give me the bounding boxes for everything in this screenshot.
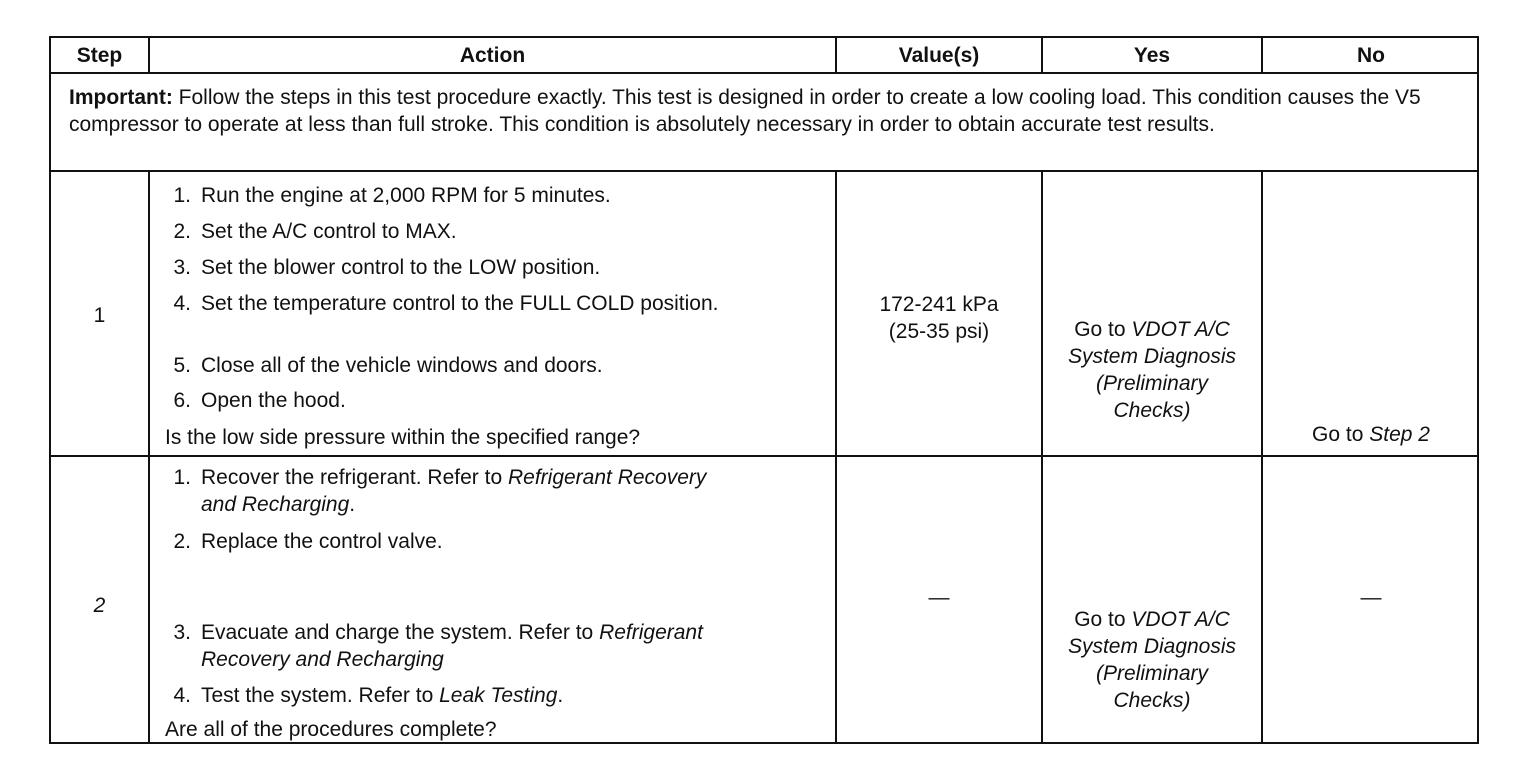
yes-cell	[1057, 316, 1247, 424]
yes-cell	[1057, 606, 1247, 714]
important-text: Follow the steps in this test procedure exactly. This test is designed in order to create a low cooling load. This condition causes the V5 compressor to operate at less than full stroke. This condition is absolutely necessary in order to obtain accurate test results.	[69, 86, 1421, 136]
header-action: Action	[459, 44, 526, 67]
note-divider	[51, 170, 1477, 172]
important-label: Important:	[69, 86, 173, 109]
ref-link[interactable]: Leak Testing	[439, 684, 558, 707]
col-divider	[1261, 170, 1263, 742]
yes-prefix: Go to	[1074, 318, 1126, 341]
step-number: 1	[93, 304, 106, 327]
value-kpa: 172-241 kPa	[879, 293, 999, 316]
yes-ref-link[interactable]: VDOT A/C System Diagnosis (Preliminary Checks)	[1067, 608, 1237, 712]
header-no: No	[1357, 44, 1385, 67]
step-question: Are all of the procedures complete?	[165, 718, 497, 741]
yes-ref-link[interactable]: VDOT A/C System Diagnosis (Preliminary Checks)	[1067, 318, 1237, 422]
diagnostic-table: Step Action Value(s) Yes No Important: Follow the steps in this test procedure exactly. This test is designed in order to create a low cooling load. This condition causes the V5 compressor to operate at less than full stroke. This condition is absolutely necessary in order to obtain accurate test results. 1 1. Run the engine at 2,000 RPM for 5 minutes. 2. Set the A/C control to MAX. 3. Set the blower control to the LOW position. 4. Set the temperature control to the FULL COLD position. 5. Close all of the vehicle windows and doors. 6. Open the hood. Is the low side pressure within the specified range? 172-241 kPa (25-35 psi) Go to VDOT A/C System Diagnosis (Preliminary Checks) Go to Step 2 2 1. Recover the refrigerant. Refer to Refrigerant Recovery and Recharging. 2. Replace the control valve. 3. Evacuate and charge the system. Refer to Refrigerant Recovery and Recharging 4. Test the system. Refer to Leak Testing. Are all of the procedures complete? — Go to VDOT A/C System Diagnosis (Preliminary Checks) —	[49, 36, 1479, 744]
no-prefix: Go to	[1312, 423, 1364, 446]
col-divider	[835, 170, 837, 742]
important-note	[69, 84, 1459, 138]
col-divider	[1041, 170, 1043, 742]
step-question: Is the low side pressure within the specified range?	[165, 426, 641, 449]
value-cell	[837, 291, 1041, 345]
ref-link[interactable]: Refrigerant Recovery and Recharging	[201, 621, 703, 671]
col-divider	[148, 170, 150, 742]
header-yes: Yes	[1133, 44, 1171, 67]
ref-link[interactable]: Refrigerant Recovery and Recharging	[201, 466, 707, 516]
header-values: Value(s)	[898, 44, 980, 67]
header-step: Step	[76, 44, 123, 67]
yes-prefix: Go to	[1074, 608, 1126, 631]
step-number: 2	[93, 594, 106, 617]
row-divider	[51, 455, 1477, 457]
no-cell: —	[1360, 586, 1382, 609]
no-cell	[1263, 423, 1479, 447]
value-psi: (25-35 psi)	[888, 320, 990, 343]
no-ref-link[interactable]: Step 2	[1369, 423, 1430, 446]
value-cell: —	[928, 586, 950, 609]
